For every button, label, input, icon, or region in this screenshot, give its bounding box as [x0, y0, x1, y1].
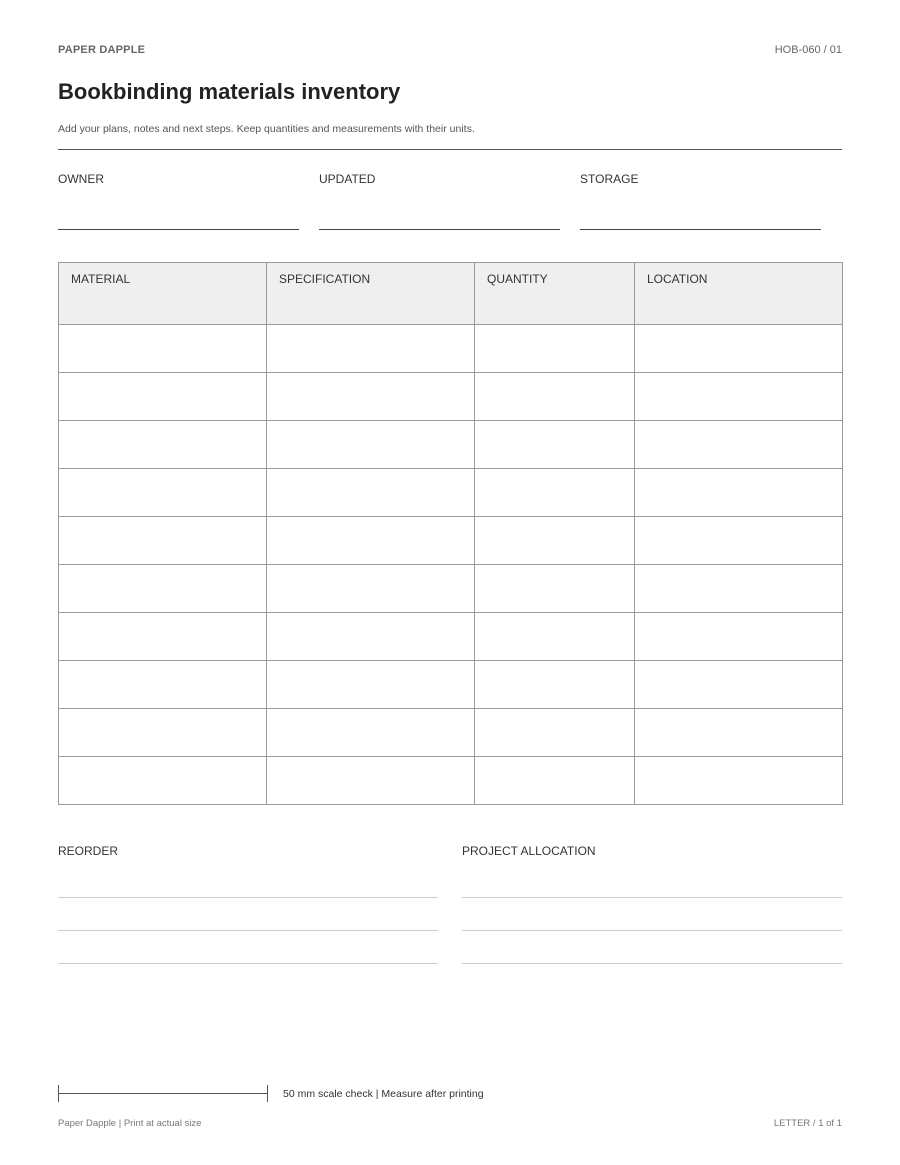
table-row [59, 469, 843, 517]
reorder-line[interactable] [58, 897, 438, 898]
quantity-cell[interactable] [475, 709, 635, 757]
location-cell[interactable] [635, 661, 843, 709]
location-cell[interactable] [635, 709, 843, 757]
specification-cell[interactable] [267, 373, 475, 421]
specification-cell[interactable] [267, 469, 475, 517]
material-cell[interactable] [59, 421, 267, 469]
reorder-label: REORDER [58, 844, 119, 858]
quantity-cell[interactable] [475, 613, 635, 661]
table-row [59, 661, 843, 709]
material-cell[interactable] [59, 757, 267, 805]
owner-field[interactable] [58, 229, 299, 230]
quantity-cell[interactable] [475, 421, 635, 469]
specification-cell[interactable] [267, 613, 475, 661]
header-divider [58, 149, 842, 150]
location-cell[interactable] [635, 757, 843, 805]
scale-bar [58, 1093, 267, 1094]
material-cell[interactable] [59, 325, 267, 373]
reorder-line[interactable] [58, 963, 438, 964]
project-allocation-label: PROJECT ALLOCATION [462, 844, 596, 858]
project-allocation-line[interactable] [462, 897, 842, 898]
location-cell[interactable] [635, 613, 843, 661]
owner-label: OWNER [58, 172, 104, 186]
location-cell[interactable] [635, 565, 843, 613]
material-cell[interactable] [59, 373, 267, 421]
table-row [59, 421, 843, 469]
column-header-quantity: QUANTITY [475, 263, 635, 325]
brand-name: PAPER DAPPLE [58, 44, 146, 56]
quantity-cell[interactable] [475, 469, 635, 517]
specification-cell[interactable] [267, 325, 475, 373]
updated-label: UPDATED [319, 172, 376, 186]
document-id: HOB-060 / 01 [774, 44, 842, 56]
location-cell[interactable] [635, 325, 843, 373]
material-cell[interactable] [59, 661, 267, 709]
footer-left-text: Paper Dapple | Print at actual size [58, 1118, 202, 1129]
quantity-cell[interactable] [475, 661, 635, 709]
specification-cell[interactable] [267, 757, 475, 805]
quantity-cell[interactable] [475, 517, 635, 565]
location-cell[interactable] [635, 421, 843, 469]
material-cell[interactable] [59, 709, 267, 757]
table-row [59, 565, 843, 613]
table-header-row [59, 263, 843, 325]
location-cell[interactable] [635, 373, 843, 421]
table-row [59, 325, 843, 373]
reorder-line[interactable] [58, 930, 438, 931]
specification-cell[interactable] [267, 517, 475, 565]
column-header-material: MATERIAL [59, 263, 267, 325]
table-row [59, 709, 843, 757]
material-cell[interactable] [59, 517, 267, 565]
column-header-location: LOCATION [635, 263, 843, 325]
inventory-table [58, 262, 843, 805]
storage-label: STORAGE [580, 172, 639, 186]
table-row [59, 613, 843, 661]
scale-check-note: 50 mm scale check | Measure after printing [283, 1088, 484, 1100]
project-allocation-line[interactable] [462, 930, 842, 931]
table-row [59, 373, 843, 421]
quantity-cell[interactable] [475, 565, 635, 613]
material-cell[interactable] [59, 469, 267, 517]
quantity-cell[interactable] [475, 373, 635, 421]
material-cell[interactable] [59, 565, 267, 613]
table-row [59, 757, 843, 805]
storage-field[interactable] [580, 229, 821, 230]
location-cell[interactable] [635, 469, 843, 517]
scale-bar-end-tick [267, 1085, 268, 1102]
quantity-cell[interactable] [475, 757, 635, 805]
location-cell[interactable] [635, 517, 843, 565]
column-header-specification: SPECIFICATION [267, 263, 475, 325]
specification-cell[interactable] [267, 421, 475, 469]
project-allocation-line[interactable] [462, 963, 842, 964]
footer-page-info: LETTER / 1 of 1 [773, 1118, 842, 1129]
specification-cell[interactable] [267, 565, 475, 613]
material-cell[interactable] [59, 613, 267, 661]
updated-field[interactable] [319, 229, 560, 230]
page-subtitle: Add your plans, notes and next steps. Keep quantities and measurements with their units. [58, 123, 475, 135]
page-title: Bookbinding materials inventory [58, 79, 401, 104]
quantity-cell[interactable] [475, 325, 635, 373]
table-row [59, 517, 843, 565]
specification-cell[interactable] [267, 661, 475, 709]
specification-cell[interactable] [267, 709, 475, 757]
